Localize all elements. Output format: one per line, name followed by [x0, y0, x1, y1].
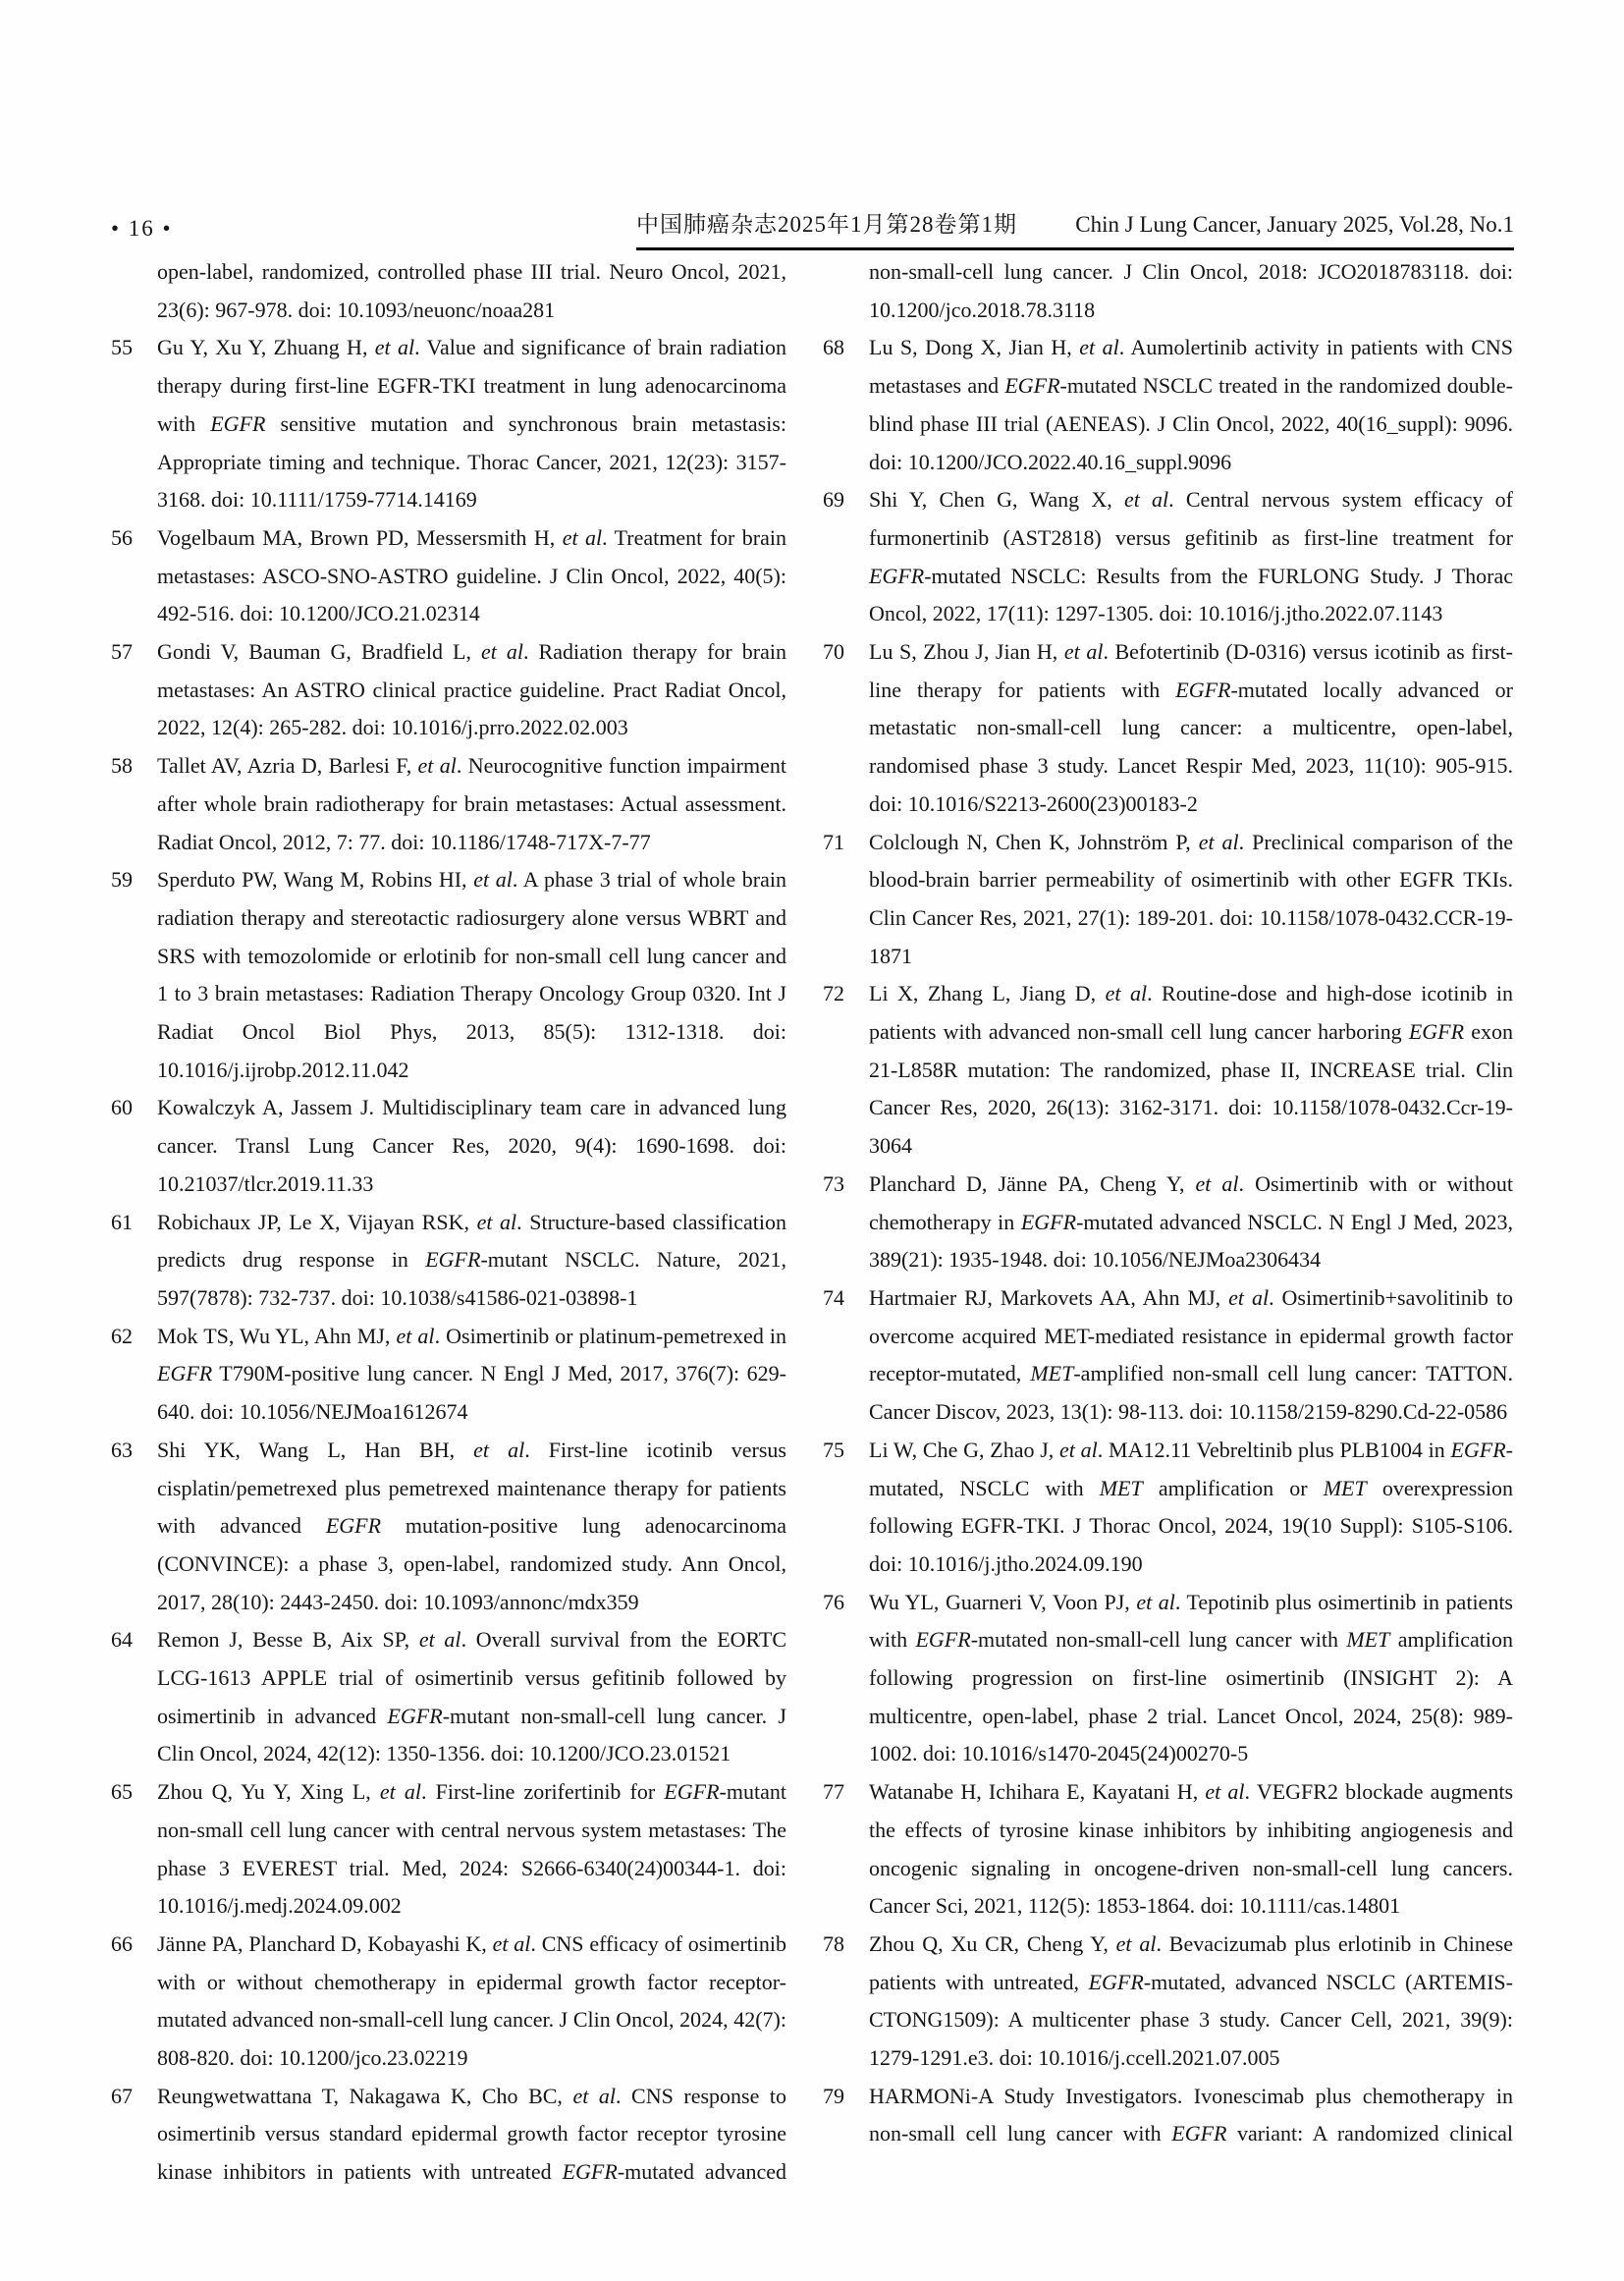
reference-text: Mok TS, Wu YL, Ahn MJ, et al. Osimertinib or platinum-pemetrexed in EGFR T790M-positive lung cancer. N Engl J Med, 2017, 376(7): 629-640. doi: 10.1056/NEJMoa1612674	[157, 1323, 786, 1425]
reference-number: 62	[111, 1323, 133, 1348]
reference-text: Shi Y, Chen G, Wang X, et al. Central nervous system efficacy of furmonertinib (AST2818) versus gefitinib as first-line treatment for EGFR-mutated NSCLC: Results from the FURLONG Study. J Thorac Oncol, 2022, 17(11): 1297-1305. doi: 10.1016/j.jtho.2022.07.1143	[869, 487, 1513, 626]
reference-number: 79	[823, 2083, 844, 2108]
reference-item	[111, 519, 786, 633]
reference-text: Zhou Q, Xu CR, Cheng Y, et al. Bevacizumab plus erlotinib in Chinese patients with untreated, EGFR-mutated, advanced NSCLC (ARTEMIS-CTONG1509): A multicenter phase 3 study. Cancer Cell, 2021, 39(9): 1279-1291.e3. doi: 10.1016/j.ccell.2021.07.005	[869, 1930, 1513, 2071]
reference-text: Lu S, Zhou J, Jian H, et al. Befotertinib (D-0316) versus icotinib as first-line therapy for patients with EGFR-mutated locally advanced or metastatic non-small-cell lung cancer: a multicentre, open-label, randomised phase 3 study. Lancet Respir Med, 2023, 11(10): 905-915. doi: 10.1016/S2213-2600(23)00183-2	[869, 639, 1513, 816]
reference-item	[823, 2078, 1513, 2153]
reference-text: Shi YK, Wang L, Han BH, et al. First-line icotinib versus cisplatin/pemetrexed plus pemetrexed maintenance therapy for patients with advanced EGFR mutation-positive lung adenocarcinoma (CONVINCE): a phase 3, open-label, randomized study. Ann Oncol, 2017, 28(10): 2443-2450. doi: 10.1093/annonc/mdx359	[157, 1437, 786, 1614]
reference-item	[823, 1773, 1513, 1926]
reference-item	[111, 747, 786, 861]
reference-item	[111, 329, 786, 519]
reference-text: Vogelbaum MA, Brown PD, Messersmith H, et al. Treatment for brain metastases: ASCO-SNO-ASTRO guideline. J Clin Oncol, 2022, 40(5): 492-516. doi: 10.1200/JCO.21.02314	[157, 524, 786, 626]
reference-item	[111, 633, 786, 747]
reference-item	[111, 1089, 786, 1203]
reference-text: Colclough N, Chen K, Johnström P, et al. Preclinical comparison of the blood-brain barrier permeability of osimertinib with other EGFR TKIs. Clin Cancer Res, 2021, 27(1): 189-201. doi: 10.1158/1078-0432.CCR-19-1871	[869, 829, 1513, 968]
page-number: • 16 •	[111, 216, 173, 241]
reference-item	[111, 1773, 786, 1926]
reference-item	[823, 481, 1513, 633]
reference-text: non-small-cell lung cancer. J Clin Oncol, 2018: JCO2018783118. doi: 10.1200/jco.2018.78.3118	[869, 259, 1513, 322]
reference-text: Remon J, Besse B, Aix SP, et al. Overall survival from the EORTC LCG-1613 APPLE trial of osimertinib versus gefitinib followed by osimertinib in advanced EGFR-mutant non-small-cell lung cancer. J Clin Oncol, 2024, 42(12): 1350-1356. doi: 10.1200/JCO.23.01521	[157, 1627, 786, 1766]
reference-number: 63	[111, 1437, 133, 1462]
references-column-right	[823, 253, 1513, 2153]
reference-text: Tallet AV, Azria D, Barlesi F, et al. Neurocognitive function impairment after whole brain radiotherapy for brain metastases: Actual assessment. Radiat Oncol, 2012, 7: 77. doi: 10.1186/1748-717X-7-77	[157, 753, 786, 854]
reference-text: Wu YL, Guarneri V, Voon PJ, et al. Tepotinib plus osimertinib in patients with EGFR-mutated non-small-cell lung cancer with MET amplification following progression on first-line osimertinib (INSIGHT 2): A multicentre, open-label, phase 2 trial. Lancet Oncol, 2024, 25(8): 989-1002. doi: 10.1016/s1470-2045(24)00270-5	[869, 1589, 1514, 1766]
reference-number: 67	[111, 2083, 133, 2108]
reference-number: 78	[823, 1930, 844, 1956]
reference-text: Hartmaier RJ, Markovets AA, Ahn MJ, et al. Osimertinib+savolitinib to overcome acquired MET-mediated resistance in epidermal growth factor receptor-mutated, MET-amplified non-small cell lung cancer: TATTON. Cancer Discov, 2023, 13(1): 98-113. doi: 10.1158/2159-8290.Cd-22-0586	[869, 1284, 1514, 1425]
reference-item	[823, 975, 1513, 1166]
reference-text: Li W, Che G, Zhao J, et al. MA12.11 Vebreltinib plus PLB1004 in EGFR-mutated, NSCLC with MET amplification or MET overexpression following EGFR-TKI. J Thorac Oncol, 2024, 19(10 Suppl): S105-S106. doi: 10.1016/j.jtho.2024.09.190	[869, 1437, 1513, 1576]
journal-title-english: Chin J Lung Cancer, January 2025, Vol.28, No.1	[1075, 212, 1514, 237]
reference-number: 70	[823, 639, 844, 665]
reference-text: open-label, randomized, controlled phase III trial. Neuro Oncol, 2021, 23(6): 967-978. doi: 10.1093/neuonc/noaa281	[157, 259, 786, 322]
reference-item	[823, 1584, 1513, 1774]
reference-number: 64	[111, 1627, 133, 1653]
reference-item	[111, 861, 786, 1089]
reference-item	[823, 253, 1513, 329]
reference-number: 58	[111, 753, 133, 779]
reference-number: 68	[823, 335, 844, 360]
reference-item	[111, 1926, 786, 2078]
reference-number: 75	[823, 1437, 844, 1462]
reference-item	[111, 253, 786, 329]
reference-text: HARMONi-A Study Investigators. Ivonescimab plus chemotherapy in non-small cell lung cancer with EGFR variant: A randomized clinical	[869, 2083, 1513, 2146]
reference-number: 56	[111, 524, 133, 550]
reference-text: Robichaux JP, Le X, Vijayan RSK, et al. Structure-based classification predicts drug response in EGFR-mutant NSCLC. Nature, 2021, 597(7878): 732-737. doi: 10.1038/s41586-021-03898-1	[157, 1209, 787, 1310]
reference-text: Jänne PA, Planchard D, Kobayashi K, et al. CNS efficacy of osimertinib with or without chemotherapy in epidermal growth factor receptor-mutated advanced non-small-cell lung cancer. J Clin Oncol, 2024, 42(7): 808-820. doi: 10.1200/jco.23.02219	[157, 1930, 786, 2071]
reference-text: Sperduto PW, Wang M, Robins HI, et al. A phase 3 trial of whole brain radiation therapy and stereotactic radiosurgery alone versus WBRT and SRS with temozolomide or erlotinib for non-small cell lung cancer and 1 to 3 brain metastases: Radiation Therapy Oncology Group 0320. Int J Radiat Oncol Biol Phys, 2013, 85(5): 1312-1318. doi: 10.1016/j.ijrobp.2012.11.042	[157, 867, 786, 1082]
reference-text: Lu S, Dong X, Jian H, et al. Aumolertinib activity in patients with CNS metastases and EGFR-mutated NSCLC treated in the randomized double-blind phase III trial (AENEAS). J Clin Oncol, 2022, 40(16_suppl): 9096. doi: 10.1200/JCO.2022.40.16_suppl.9096	[869, 335, 1513, 474]
reference-number: 60	[111, 1095, 133, 1120]
reference-item	[111, 1621, 786, 1773]
reference-item	[823, 1166, 1513, 1279]
reference-text: Li X, Zhang L, Jiang D, et al. Routine-dose and high-dose icotinib in patients with advanced non-small cell lung cancer harboring EGFR exon 21-L858R mutation: The randomized, phase II, INCREASE trial. Clin Cancer Res, 2020, 26(13): 3162-3171. doi: 10.1158/1078-0432.Ccr-19-3064	[869, 981, 1514, 1159]
reference-number: 74	[823, 1284, 844, 1310]
reference-item	[823, 1279, 1513, 1432]
reference-item	[111, 1318, 786, 1432]
reference-number: 76	[823, 1589, 844, 1614]
reference-number: 55	[111, 335, 133, 360]
reference-text: Watanabe H, Ichihara E, Kayatani H, et al. VEGFR2 blockade augments the effects of tyrosine kinase inhibitors by inhibiting angiogenesis and oncogenic signaling in oncogene-driven non-small-cell lung cancers. Cancer Sci, 2021, 112(5): 1853-1864. doi: 10.1111/cas.14801	[869, 1779, 1514, 1919]
reference-item	[111, 2078, 786, 2192]
reference-number: 69	[823, 487, 844, 513]
reference-number: 66	[111, 1930, 133, 1956]
reference-number: 73	[823, 1170, 844, 1196]
reference-item	[823, 329, 1513, 481]
reference-number: 71	[823, 829, 844, 854]
reference-item	[111, 1204, 786, 1318]
reference-text: Gu Y, Xu Y, Zhuang H, et al. Value and significance of brain radiation therapy during first-line EGFR-TKI treatment in lung adenocarcinoma with EGFR sensitive mutation and synchronous brain metastasis: Appropriate timing and technique. Thorac Cancer, 2021, 12(23): 3157-3168. doi: 10.1111/1759-7714.14169	[157, 335, 786, 513]
reference-number: 61	[111, 1209, 133, 1234]
reference-number: 77	[823, 1779, 844, 1805]
reference-number: 57	[111, 639, 133, 665]
reference-text: Zhou Q, Yu Y, Xing L, et al. First-line zorifertinib for EGFR-mutant non-small cell lung cancer with central nervous system metastases: The phase 3 EVEREST trial. Med, 2024: S2666-6340(24)00344-1. doi: 10.1016/j.medj.2024.09.002	[157, 1779, 786, 1919]
journal-title-chinese: 中国肺癌杂志2025年1月第28卷第1期	[636, 212, 1017, 237]
reference-number: 72	[823, 981, 844, 1006]
reference-item	[111, 1432, 786, 1622]
reference-text: Kowalczyk A, Jassem J. Multidisciplinary team care in advanced lung cancer. Transl Lung Cancer Res, 2020, 9(4): 1690-1698. doi: 10.21037/tlcr.2019.11.33	[157, 1095, 786, 1196]
reference-item	[823, 1432, 1513, 1584]
reference-number: 59	[111, 867, 133, 893]
reference-text: Gondi V, Bauman G, Bradfield L, et al. Radiation therapy for brain metastases: An ASTRO clinical practice guideline. Pract Radiat Oncol, 2022, 12(4): 265-282. doi: 10.1016/j.prro.2022.02.003	[157, 639, 786, 740]
reference-item	[823, 633, 1513, 824]
reference-number: 65	[111, 1779, 133, 1805]
reference-item	[823, 1926, 1513, 2078]
reference-item	[823, 824, 1513, 976]
reference-text: Reungwetwattana T, Nakagawa K, Cho BC, et al. CNS response to osimertinib versus standard epidermal growth factor receptor tyrosine kinase inhibitors in patients with untreated EGFR-mutated advanced	[157, 2083, 786, 2185]
references-column-left	[111, 253, 786, 2192]
running-head	[636, 206, 1514, 250]
reference-text: Planchard D, Jänne PA, Cheng Y, et al. Osimertinib with or without chemotherapy in EGFR-mutated advanced NSCLC. N Engl J Med, 2023, 389(21): 1935-1948. doi: 10.1056/NEJMoa2306434	[869, 1170, 1513, 1273]
